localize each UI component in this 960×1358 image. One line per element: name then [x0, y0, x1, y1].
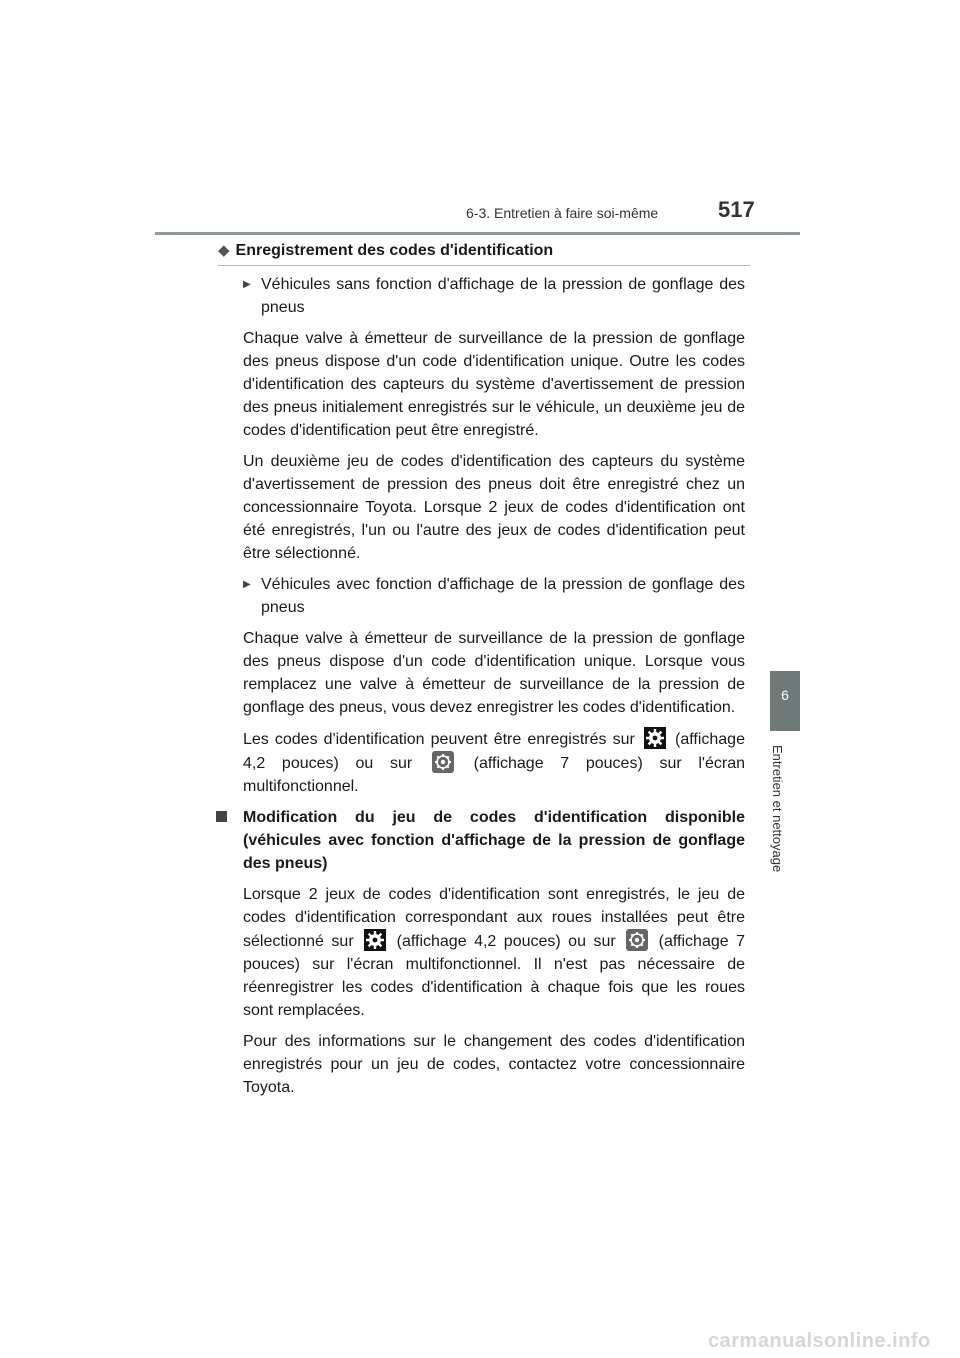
gear-icon: [626, 929, 648, 951]
paragraph: Un deuxième jeu de codes d'identification des capteurs du système d'avertissement de pression des pneus doit être enregistré chez un concessionnaire Toyota. Lorsque 2 jeux de codes d'identification ont été enregistrés, l'un ou l'autre des jeux de codes d'identification peut être sélectionné.: [243, 453, 745, 562]
triangle-bullet-icon: ▶: [243, 579, 251, 590]
paragraph-fragment: (affichage 7 pouces) sur l'écran multifonctionnel. Il n'est pas nécessaire de réenregistrer les codes d'identification à chaque fois que les roues sont remplacées.: [243, 933, 746, 1019]
paragraph-fragment: (affichage 4,2 pouces) ou sur: [396, 933, 616, 950]
bullet-item-with-display: [243, 573, 745, 619]
section-title: [218, 241, 750, 260]
chapter-tab: [770, 671, 800, 731]
subsection-title-text: Modification du jeu de codes d'identification disponible (véhicules avec fonction d'affichage de la pression de gonflage des pneus): [243, 809, 745, 872]
paragraph-fragment: Les codes d'identification peuvent être enregistrés sur: [243, 731, 635, 748]
paragraph: Pour des informations sur le changement des codes d'identification enregistrés pour un jeu de codes, contactez votre concessionnaire Toyota.: [243, 1033, 745, 1096]
header-rule: [155, 232, 800, 235]
bullet-text: Véhicules sans fonction d'affichage de la pression de gonflage des pneus: [261, 276, 745, 316]
section-title-text: Enregistrement des codes d'identification: [235, 242, 554, 259]
square-bullet-icon: [216, 811, 227, 822]
paragraph-fragment: (affichage 4,2 pouces) ou sur: [243, 731, 745, 772]
page-number: 517: [718, 197, 755, 222]
page-content: [243, 273, 745, 1107]
bullet-text: Véhicules avec fonction d'affichage de la pression de gonflage des pneus: [261, 576, 745, 616]
paragraph-fragment: Lorsque 2 jeux de codes d'identification sont enregistrés, le jeu de codes d'identification correspondant aux roues installées peut être sélectionné sur: [243, 886, 745, 950]
paragraph: Chaque valve à émetteur de surveillance de la pression de gonflage des pneus dispose d'un code d'identification unique. Lorsque vous remplacez une valve à émetteur de surveillance de la pression de gonflage des pneus, vous devez enregistrer les codes d'identification.: [243, 630, 745, 716]
watermark: carmanualsonline.info: [708, 1330, 931, 1352]
paragraph-with-icons: [243, 727, 745, 798]
bullet-item-without-display: [243, 273, 745, 319]
gear-icon: [432, 751, 454, 773]
subsection-title: [216, 806, 745, 875]
paragraph: Chaque valve à émetteur de surveillance de la pression de gonflage des pneus dispose d'un code d'identification unique. Outre les codes d'identification des capteurs du système d'avertissement de pression des pneus initialement enregistrés sur le véhicule, un deuxième jeu de codes d'identification peut être enregistré.: [243, 330, 745, 439]
chapter-label-wrap: [772, 745, 798, 890]
chapter-label: Entretien et nettoyage: [770, 745, 785, 873]
diamond-icon: ◆: [218, 242, 230, 259]
triangle-bullet-icon: ▶: [243, 279, 251, 290]
section-title-rule: [218, 265, 750, 266]
gear-icon: [644, 727, 666, 749]
chapter-tab-number: 6: [781, 687, 789, 703]
paragraph-fragment: (affichage 7 pouces) sur l'écran multifonctionnel.: [243, 755, 745, 795]
header-section: 6-3. Entretien à faire soi-même: [466, 205, 659, 221]
paragraph-with-icons: [243, 883, 745, 1022]
gear-icon: [364, 929, 386, 951]
